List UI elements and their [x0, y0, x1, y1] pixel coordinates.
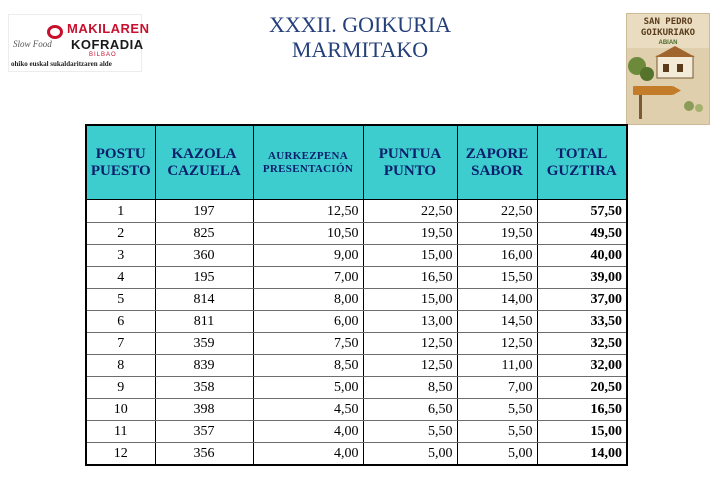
cell-cazuela: 358 — [155, 377, 253, 399]
header-postu: POSTU PUESTO — [86, 125, 155, 200]
table-row — [86, 311, 627, 333]
cell-puesto: 12 — [86, 443, 155, 466]
header-puntua: PUNTUA PUNTO — [363, 125, 457, 200]
cell-total: 14,00 — [537, 443, 627, 466]
table-row — [86, 333, 627, 355]
table-header-row — [86, 125, 627, 200]
cell-punto: 19,50 — [363, 223, 457, 245]
table-row — [86, 377, 627, 399]
cell-total: 20,50 — [537, 377, 627, 399]
cell-punto: 22,50 — [363, 200, 457, 223]
cell-puesto: 2 — [86, 223, 155, 245]
cell-presentacion: 7,00 — [253, 267, 363, 289]
cell-presentacion: 4,00 — [253, 421, 363, 443]
header-total: TOTAL GUZTIRA — [537, 125, 627, 200]
cell-presentacion: 8,00 — [253, 289, 363, 311]
cell-presentacion: 9,00 — [253, 245, 363, 267]
table-row — [86, 443, 627, 466]
cell-cazuela: 398 — [155, 399, 253, 421]
table-row — [86, 355, 627, 377]
cell-presentacion: 8,50 — [253, 355, 363, 377]
title-line-2: MARMITAKO — [291, 37, 429, 62]
cell-cazuela: 825 — [155, 223, 253, 245]
cell-punto: 5,00 — [363, 443, 457, 466]
makilaren-kofradia-logo — [8, 14, 150, 72]
table-row — [86, 200, 627, 223]
cell-puesto: 4 — [86, 267, 155, 289]
cell-punto: 12,50 — [363, 355, 457, 377]
cell-cazuela: 814 — [155, 289, 253, 311]
table-row — [86, 245, 627, 267]
cell-sabor: 22,50 — [457, 200, 537, 223]
cell-total: 37,00 — [537, 289, 627, 311]
cell-cazuela: 360 — [155, 245, 253, 267]
cell-punto: 13,00 — [363, 311, 457, 333]
cell-presentacion: 5,00 — [253, 377, 363, 399]
cell-sabor: 12,50 — [457, 333, 537, 355]
snail-icon — [47, 25, 63, 39]
poster-illustration — [627, 14, 709, 124]
table-row — [86, 289, 627, 311]
table-body — [86, 200, 627, 466]
cell-cazuela: 195 — [155, 267, 253, 289]
cell-punto: 15,00 — [363, 289, 457, 311]
cell-presentacion: 10,50 — [253, 223, 363, 245]
logo-bilbao: BILBAO — [89, 52, 117, 58]
cell-presentacion: 4,50 — [253, 399, 363, 421]
cell-sabor: 19,50 — [457, 223, 537, 245]
cell-total: 16,50 — [537, 399, 627, 421]
slow-food-label: Slow Food — [13, 39, 52, 49]
logo-cofradia: KOFRADIA — [71, 37, 144, 52]
cell-punto: 6,50 — [363, 399, 457, 421]
cell-cazuela: 811 — [155, 311, 253, 333]
cell-puesto: 8 — [86, 355, 155, 377]
cell-punto: 12,50 — [363, 333, 457, 355]
cell-sabor: 16,00 — [457, 245, 537, 267]
logo-subtitle: ohiko euskal sukaldaritzaren alde — [11, 60, 112, 68]
header-zapore: ZAPORE SABOR — [457, 125, 537, 200]
results-table-container — [85, 124, 628, 466]
cell-total: 32,50 — [537, 333, 627, 355]
cell-presentacion: 6,00 — [253, 311, 363, 333]
cell-total: 32,00 — [537, 355, 627, 377]
cell-sabor: 11,00 — [457, 355, 537, 377]
san-pedro-poster — [626, 13, 710, 125]
cell-punto: 5,50 — [363, 421, 457, 443]
cell-puesto: 5 — [86, 289, 155, 311]
cell-puesto: 3 — [86, 245, 155, 267]
results-table — [85, 124, 628, 466]
cell-presentacion: 7,50 — [253, 333, 363, 355]
cell-punto: 8,50 — [363, 377, 457, 399]
poster-line-1: SAN PEDRO — [643, 17, 693, 27]
cell-sabor: 15,50 — [457, 267, 537, 289]
cell-cazuela: 839 — [155, 355, 253, 377]
cell-total: 40,00 — [537, 245, 627, 267]
poster-line-3: ABIAN — [658, 40, 678, 46]
cell-total: 49,50 — [537, 223, 627, 245]
table-row — [86, 399, 627, 421]
cell-total: 39,00 — [537, 267, 627, 289]
cell-punto: 16,50 — [363, 267, 457, 289]
poster-line-2: GOIKURIAKO — [640, 28, 696, 38]
table-row — [86, 267, 627, 289]
cell-puesto: 7 — [86, 333, 155, 355]
cell-sabor: 14,50 — [457, 311, 537, 333]
cell-punto: 15,00 — [363, 245, 457, 267]
cell-sabor: 14,00 — [457, 289, 537, 311]
cell-sabor: 5,50 — [457, 399, 537, 421]
header-aurkezpena: AURKEZPENA PRESENTACIÓN — [253, 125, 363, 200]
cell-total: 33,50 — [537, 311, 627, 333]
cell-presentacion: 4,00 — [253, 443, 363, 466]
cell-puesto: 1 — [86, 200, 155, 223]
title-line-1: XXXII. GOIKURIA — [268, 12, 452, 37]
cell-cazuela: 357 — [155, 421, 253, 443]
table-row — [86, 421, 627, 443]
table-row — [86, 223, 627, 245]
cell-sabor: 7,00 — [457, 377, 537, 399]
logo-makilaren: MAKILAREN — [67, 21, 150, 36]
cell-cazuela: 356 — [155, 443, 253, 466]
page-title — [200, 12, 520, 62]
cell-cazuela: 197 — [155, 200, 253, 223]
header-kazola: KAZOLA CAZUELA — [155, 125, 253, 200]
cell-puesto: 9 — [86, 377, 155, 399]
cell-total: 15,00 — [537, 421, 627, 443]
cell-puesto: 6 — [86, 311, 155, 333]
cell-total: 57,50 — [537, 200, 627, 223]
cell-puesto: 11 — [86, 421, 155, 443]
cell-sabor: 5,00 — [457, 443, 537, 466]
cell-presentacion: 12,50 — [253, 200, 363, 223]
cell-puesto: 10 — [86, 399, 155, 421]
cell-sabor: 5,50 — [457, 421, 537, 443]
cell-cazuela: 359 — [155, 333, 253, 355]
